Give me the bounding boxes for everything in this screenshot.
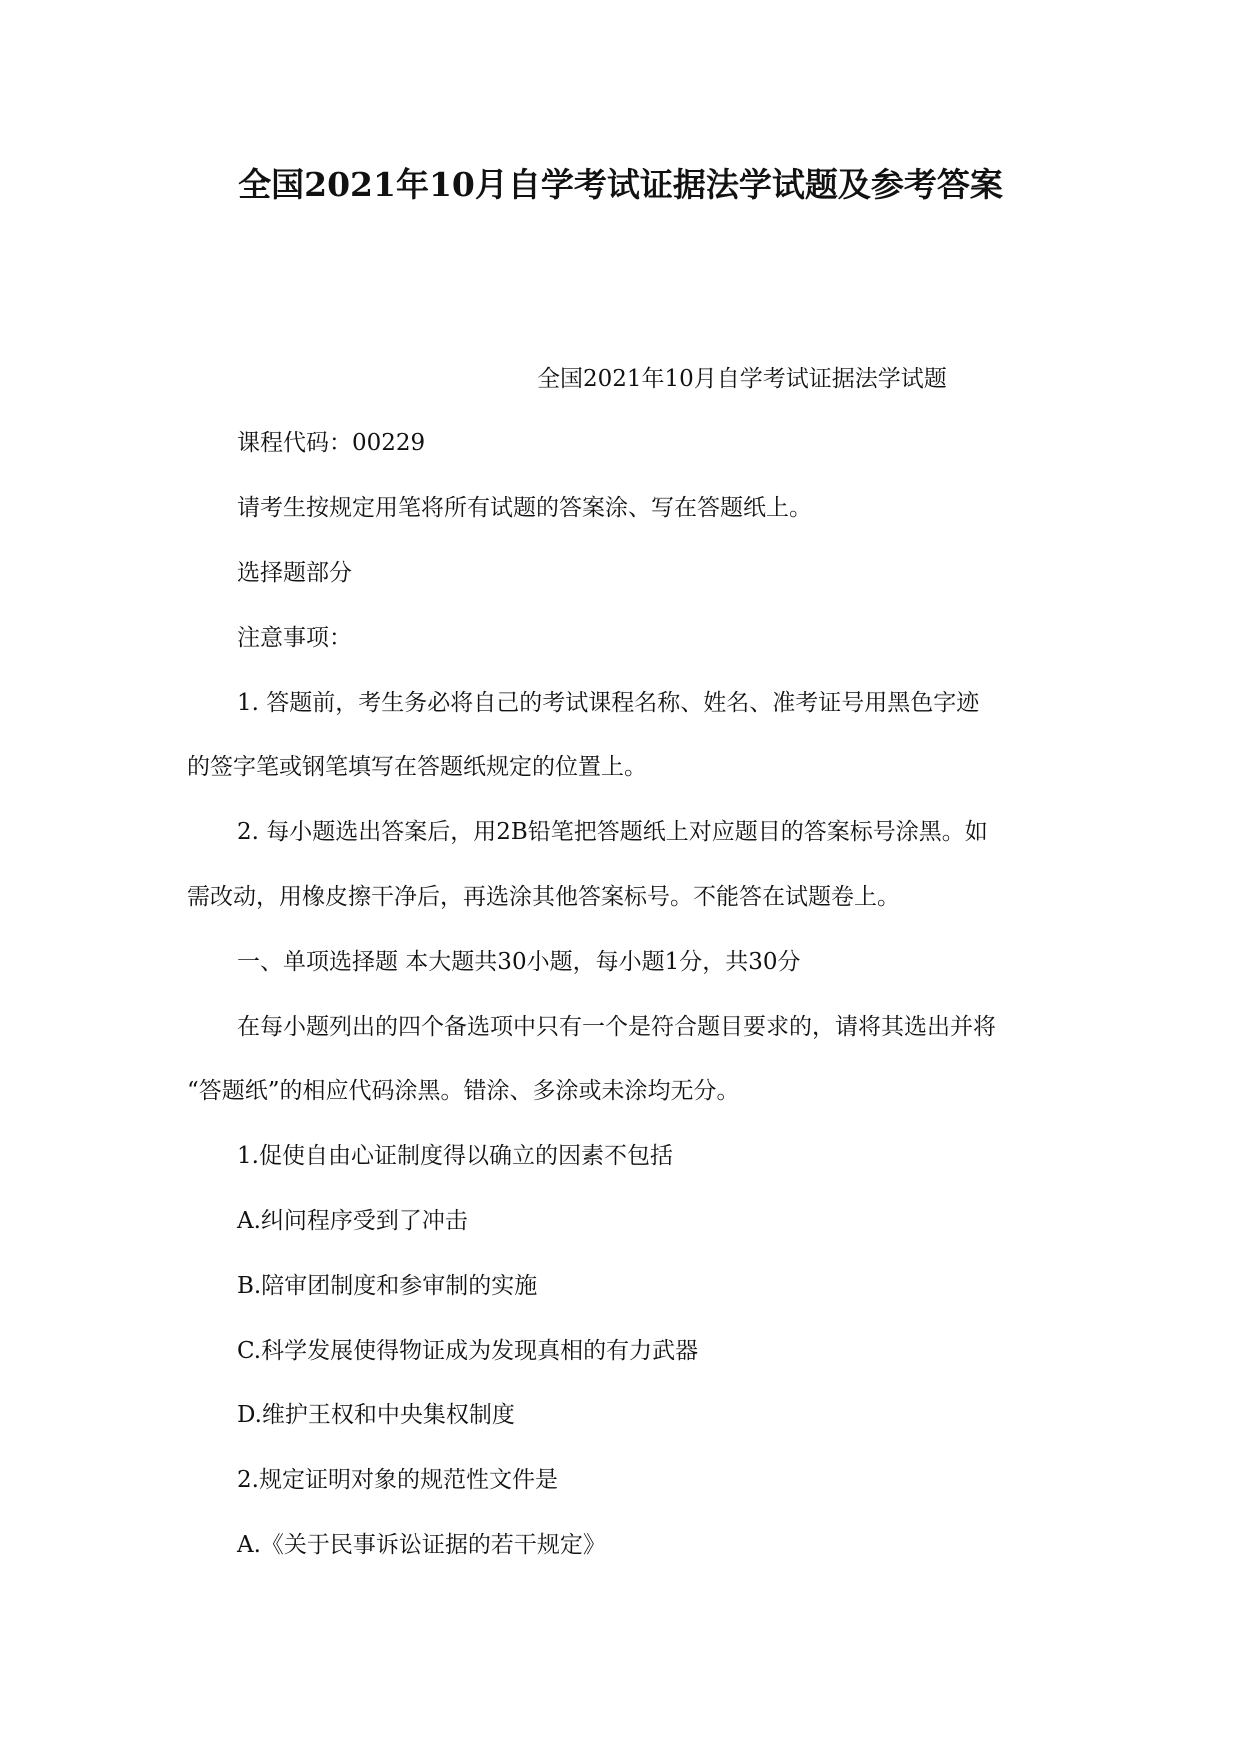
instruction-text: 请考生按规定用笔将所有试题的答案涂、写在答题纸上。 <box>237 495 812 521</box>
question-1-stem: 1.促使自由心证制度得以确立的因素不包括 <box>237 1143 673 1169</box>
question-2-stem: 2.规定证明对象的规范性文件是 <box>237 1467 558 1493</box>
notice-item-1: 1. 答题前，考生务必将自己的考试课程名称、姓名、准考证号用黑色字迹 <box>237 690 980 716</box>
part-one-instruction-continued: “答题纸”的相应代码涂黑。错涂、多涂或未涂均无分。 <box>187 1078 740 1104</box>
part-one-instruction: 在每小题列出的四个备选项中只有一个是符合题目要求的，请将其选出并将 <box>237 1014 996 1040</box>
part-one-heading: 一、单项选择题 本大题共30小题，每小题1分，共30分 <box>237 949 801 975</box>
section-heading: 选择题部分 <box>237 560 352 586</box>
course-code: 课程代码：00229 <box>237 430 426 456</box>
notice-item-1-continued: 的签字笔或钢笔填写在答题纸规定的位置上。 <box>187 754 647 780</box>
exam-subtitle: 全国2021年10月自学考试证据法学试题 <box>537 366 947 392</box>
notice-item-2-continued: 需改动，用橡皮擦干净后，再选涂其他答案标号。不能答在试题卷上。 <box>187 884 900 910</box>
notice-item-2: 2. 每小题选出答案后，用2B铅笔把答题纸上对应题目的答案标号涂黑。如 <box>237 819 988 845</box>
question-1-option-d: D.维护王权和中央集权制度 <box>237 1402 515 1428</box>
page-title: 全国2021年10月自学考试证据法学试题及参考答案 <box>238 165 1003 204</box>
question-1-option-a: A.纠问程序受到了冲击 <box>237 1208 468 1234</box>
question-1-option-b: B.陪审团制度和参审制的实施 <box>237 1273 538 1299</box>
notice-heading: 注意事项： <box>237 625 352 651</box>
question-1-option-c: C.科学发展使得物证成为发现真相的有力武器 <box>237 1338 699 1364</box>
question-2-option-a: A.《关于民事诉讼证据的若干规定》 <box>237 1532 606 1558</box>
